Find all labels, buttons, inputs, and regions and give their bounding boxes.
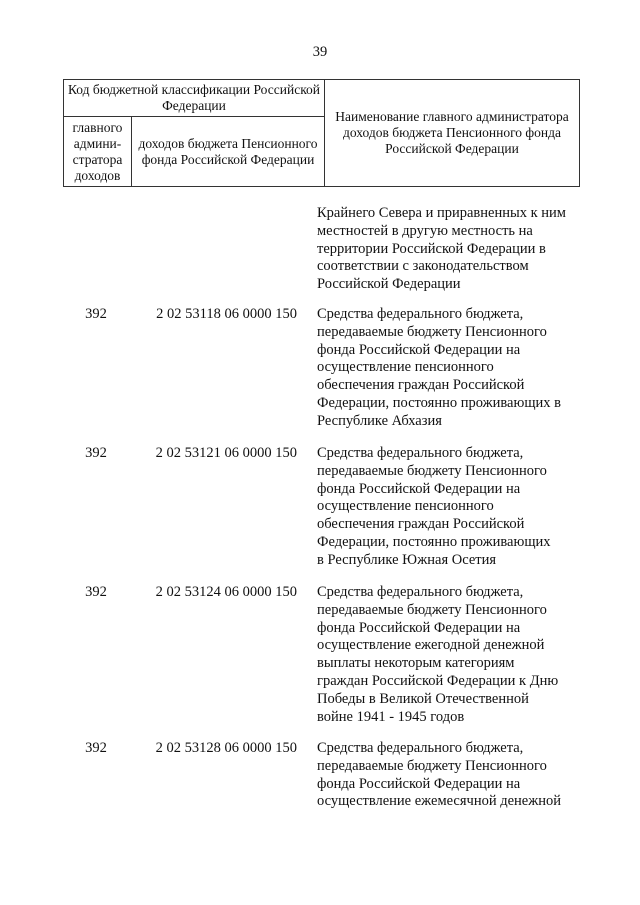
description-line: передаваемые бюджету Пенсионного bbox=[317, 601, 547, 618]
budget-code: 2 02 53118 06 0000 150 bbox=[156, 306, 297, 322]
description-line: фонда Российской Федерации на bbox=[317, 775, 521, 792]
description-line: граждан Российской Федерации к Дню bbox=[317, 672, 559, 689]
classification-header-table bbox=[63, 79, 580, 187]
description-line: соответствии с законодательством bbox=[317, 258, 529, 275]
admin-code: 392 bbox=[85, 306, 107, 322]
description-line: Федерации, постоянно проживающих в bbox=[317, 394, 561, 411]
description-line: выплаты некоторым категориям bbox=[317, 655, 515, 672]
description-line: войне 1941 - 1945 годов bbox=[317, 708, 465, 725]
description-line: Федерации, постоянно проживающих bbox=[317, 533, 551, 550]
description-line: осуществление ежемесячной денежной bbox=[317, 793, 562, 810]
admin-code: 392 bbox=[85, 584, 107, 600]
description-line: фонда Российской Федерации на bbox=[317, 619, 521, 636]
description-line: фонда Российской Федерации на bbox=[317, 480, 521, 497]
description-line: фонда Российской Федерации на bbox=[317, 341, 521, 358]
description-line: Победы в Великой Отечественной bbox=[317, 690, 529, 707]
admin-code: 392 bbox=[85, 445, 107, 461]
description-line: передаваемые бюджету Пенсионного bbox=[317, 757, 547, 774]
budget-code: 2 02 53121 06 0000 150 bbox=[155, 445, 297, 461]
row-description bbox=[317, 445, 585, 570]
description-line: территории Российской Федерации в bbox=[317, 240, 546, 257]
description-line: передаваемые бюджету Пенсионного bbox=[317, 323, 547, 340]
description-line: обеспечения граждан Российской bbox=[317, 516, 525, 533]
description-line: Крайнего Севера и приравненных к ним bbox=[317, 205, 566, 221]
description-line: Российской Федерации bbox=[317, 276, 461, 293]
row-description bbox=[317, 306, 585, 431]
pension-fund-income-header: доходов бюджета Пенсионного фонда Российской Федерации bbox=[132, 117, 325, 187]
row-description bbox=[317, 205, 585, 294]
description-line: Республике Абхазия bbox=[317, 412, 442, 429]
budget-code: 2 02 53128 06 0000 150 bbox=[155, 740, 297, 756]
description-line: в Республике Южная Осетия bbox=[317, 551, 497, 568]
administrator-name-header: Наименование главного администратора доходов бюджета Пенсионного фонда Российской Федерации bbox=[325, 80, 580, 187]
description-line: Средства федерального бюджета, bbox=[317, 584, 524, 600]
budget-code-group-header: Код бюджетной классификации Российской Федерации bbox=[64, 80, 325, 117]
description-line: передаваемые бюджету Пенсионного bbox=[317, 462, 547, 479]
description-line: Средства федерального бюджета, bbox=[317, 740, 524, 756]
description-line: обеспечения граждан Российской bbox=[317, 377, 525, 394]
description-line: местностей в другую местность на bbox=[317, 222, 533, 239]
description-line: осуществление ежегодной денежной bbox=[317, 637, 545, 654]
main-administrator-header: главного админи- стратора доходов bbox=[64, 117, 132, 187]
row-description bbox=[317, 740, 585, 811]
description-line: осуществление пенсионного bbox=[317, 359, 494, 376]
description-line: осуществление пенсионного bbox=[317, 498, 494, 515]
budget-code: 2 02 53124 06 0000 150 bbox=[155, 584, 297, 600]
description-line: Средства федерального бюджета, bbox=[317, 445, 524, 461]
description-line: Средства федерального бюджета, bbox=[317, 306, 524, 322]
page-number: 39 bbox=[312, 44, 328, 60]
admin-code: 392 bbox=[85, 740, 107, 756]
row-description bbox=[317, 584, 585, 726]
